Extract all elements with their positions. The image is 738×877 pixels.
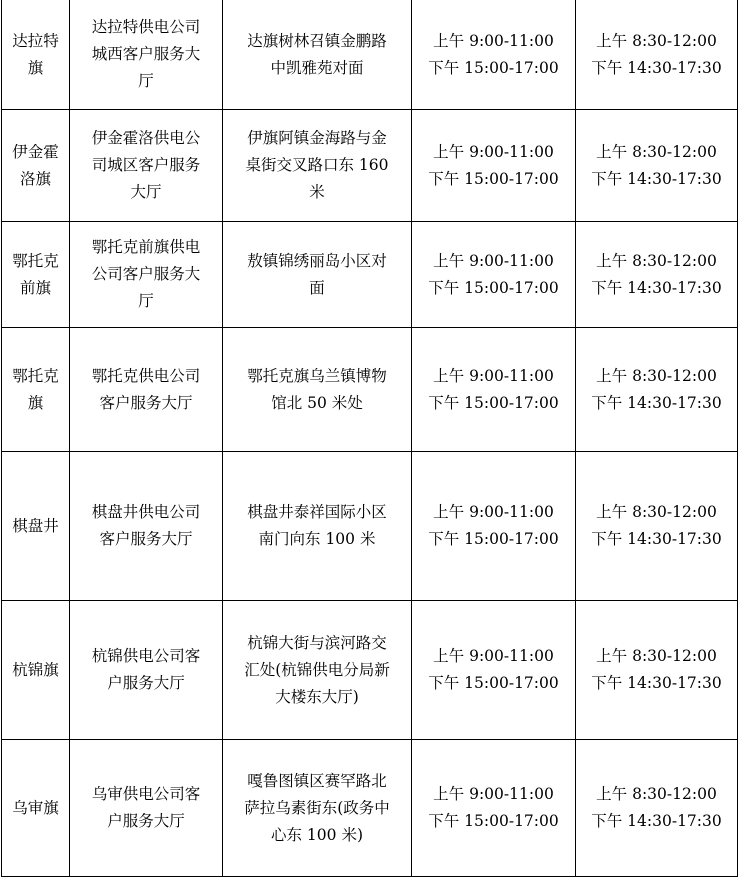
address-cell: 棋盘井泰祥国际小区 南门向东 100 米	[223, 452, 412, 601]
region-cell: 鄂托克 前旗	[2, 222, 70, 328]
address-cell: 伊旗阿镇金海路与金 桌街交叉路口东 160 米	[223, 110, 412, 222]
table-row	[2, 740, 738, 877]
hall-cell: 达拉特供电公司 城西客户服务大 厅	[70, 0, 223, 110]
table-row	[2, 110, 738, 222]
address-cell: 敖镇锦绣丽岛小区对 面	[223, 222, 412, 328]
region-cell: 乌审旗	[2, 740, 70, 877]
hours-cell: 上午 9:00-11:00 下午 15:00-17:00	[412, 328, 576, 452]
region-cell: 杭锦旗	[2, 601, 70, 740]
hours-cell: 上午 8:30-12:00 下午 14:30-17:30	[576, 452, 738, 601]
service-hall-table	[1, 0, 738, 877]
hours-cell: 上午 8:30-12:00 下午 14:30-17:30	[576, 328, 738, 452]
region-cell: 伊金霍 洛旗	[2, 110, 70, 222]
table-row	[2, 0, 738, 110]
hall-cell: 鄂托克供电公司 客户服务大厅	[70, 328, 223, 452]
hours-cell: 上午 8:30-12:00 下午 14:30-17:30	[576, 0, 738, 110]
hours-cell: 上午 9:00-11:00 下午 15:00-17:00	[412, 740, 576, 877]
address-cell: 杭锦大街与滨河路交 汇处(杭锦供电分局新 大楼东大厅)	[223, 601, 412, 740]
region-cell: 达拉特 旗	[2, 0, 70, 110]
hall-cell: 伊金霍洛供电公 司城区客户服务 大厅	[70, 110, 223, 222]
hall-cell: 鄂托克前旗供电 公司客户服务大 厅	[70, 222, 223, 328]
hours-cell: 上午 9:00-11:00 下午 15:00-17:00	[412, 452, 576, 601]
hours-cell: 上午 9:00-11:00 下午 15:00-17:00	[412, 0, 576, 110]
hours-cell: 上午 9:00-11:00 下午 15:00-17:00	[412, 222, 576, 328]
region-cell: 棋盘井	[2, 452, 70, 601]
table-row	[2, 452, 738, 601]
hours-cell: 上午 8:30-12:00 下午 14:30-17:30	[576, 740, 738, 877]
hall-cell: 杭锦供电公司客 户服务大厅	[70, 601, 223, 740]
address-cell: 嘎鲁图镇区赛罕路北 萨拉乌素街东(政务中 心东 100 米)	[223, 740, 412, 877]
table-row	[2, 222, 738, 328]
region-cell: 鄂托克 旗	[2, 328, 70, 452]
hall-cell: 棋盘井供电公司 客户服务大厅	[70, 452, 223, 601]
address-cell: 达旗树林召镇金鹏路 中凯雅苑对面	[223, 0, 412, 110]
table-row	[2, 328, 738, 452]
table-row	[2, 601, 738, 740]
hours-cell: 上午 8:30-12:00 下午 14:30-17:30	[576, 601, 738, 740]
hours-cell: 上午 8:30-12:00 下午 14:30-17:30	[576, 110, 738, 222]
hours-cell: 上午 9:00-11:00 下午 15:00-17:00	[412, 110, 576, 222]
hours-cell: 上午 8:30-12:00 下午 14:30-17:30	[576, 222, 738, 328]
hours-cell: 上午 9:00-11:00 下午 15:00-17:00	[412, 601, 576, 740]
hall-cell: 乌审供电公司客 户服务大厅	[70, 740, 223, 877]
address-cell: 鄂托克旗乌兰镇博物 馆北 50 米处	[223, 328, 412, 452]
